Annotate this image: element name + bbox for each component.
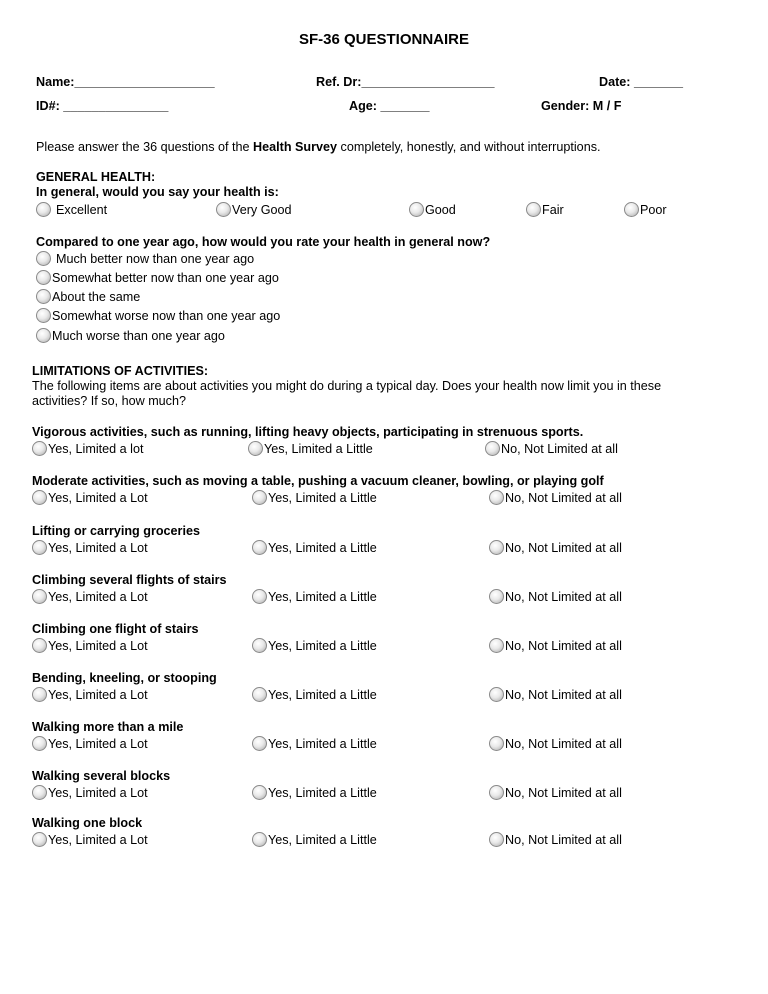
radio-button-icon[interactable]: [32, 638, 47, 653]
radio-option[interactable]: [216, 202, 292, 217]
radio-option[interactable]: [409, 202, 456, 217]
radio-option-label: Somewhat worse now than one year ago: [52, 309, 281, 323]
radio-option[interactable]: [36, 328, 225, 343]
radio-option[interactable]: [252, 638, 377, 653]
radio-button-icon[interactable]: [489, 638, 504, 653]
date-field[interactable]: Date: _______: [599, 75, 684, 89]
radio-option[interactable]: [526, 202, 564, 217]
radio-option-label: Much better now than one year ago: [56, 252, 255, 266]
radio-option-label: No, Not Limited at all: [505, 786, 622, 800]
activity-question: Walking more than a mile: [32, 720, 184, 734]
radio-option[interactable]: [624, 202, 667, 217]
activity-question: Climbing several flights of stairs: [32, 573, 227, 587]
radio-option[interactable]: [489, 785, 622, 800]
radio-button-icon[interactable]: [489, 832, 504, 847]
radio-option-label: Yes, Limited a Lot: [48, 639, 148, 653]
radio-option[interactable]: [32, 490, 148, 505]
radio-option-label: Fair: [542, 203, 564, 217]
radio-button-icon[interactable]: [489, 589, 504, 604]
radio-option[interactable]: [32, 785, 148, 800]
radio-option-label: Yes, Limited a Lot: [48, 491, 148, 505]
radio-button-icon[interactable]: [32, 832, 47, 847]
radio-button-icon[interactable]: [489, 785, 504, 800]
radio-option[interactable]: [252, 832, 377, 847]
radio-option-label: Yes, Limited a Lot: [48, 737, 148, 751]
radio-option-label: Yes, Limited a Little: [268, 688, 377, 702]
radio-option[interactable]: [252, 785, 377, 800]
radio-option[interactable]: [32, 832, 148, 847]
radio-button-icon[interactable]: [36, 251, 51, 266]
activity-question: Moderate activities, such as moving a table, pushing a vacuum cleaner, bowling, or playing golf: [32, 474, 604, 488]
intro-text-part: Please answer the 36 questions of the: [36, 140, 254, 154]
radio-option[interactable]: [36, 270, 279, 285]
radio-option[interactable]: [489, 736, 622, 751]
radio-option-label: No, Not Limited at all: [505, 833, 622, 847]
radio-option[interactable]: [36, 289, 140, 304]
ref-dr-field[interactable]: Ref. Dr:___________________: [316, 75, 495, 89]
radio-option[interactable]: [36, 202, 107, 217]
radio-option[interactable]: [32, 540, 148, 555]
radio-button-icon[interactable]: [32, 687, 47, 702]
radio-option-label: No, Not Limited at all: [505, 491, 622, 505]
radio-option-label: No, Not Limited at all: [505, 541, 622, 555]
radio-option-label: Yes, Limited a Little: [268, 786, 377, 800]
radio-button-icon[interactable]: [36, 202, 51, 217]
radio-option-label: Yes, Limited a Lot: [48, 590, 148, 604]
radio-option[interactable]: [252, 490, 377, 505]
radio-option-label: No, Not Limited at all: [505, 590, 622, 604]
radio-option-label: Yes, Limited a Little: [268, 737, 377, 751]
radio-option-label: Yes, Limited a Little: [268, 491, 377, 505]
radio-option-label: Yes, Limited a Lot: [48, 688, 148, 702]
id-field[interactable]: ID#: _______________: [36, 99, 169, 113]
radio-option[interactable]: [252, 687, 377, 702]
radio-option-label: Yes, Limited a Little: [268, 833, 377, 847]
radio-option[interactable]: [36, 308, 280, 323]
radio-option-label: Somewhat better now than one year ago: [52, 271, 279, 285]
radio-option-label: Yes, Limited a Little: [268, 541, 377, 555]
radio-option-label: Yes, Limited a Little: [268, 639, 377, 653]
radio-option-label: Excellent: [56, 203, 108, 217]
radio-option-label: Yes, Limited a lot: [48, 442, 144, 456]
radio-button-icon[interactable]: [252, 540, 267, 555]
radio-button-icon[interactable]: [252, 589, 267, 604]
general-health-heading: GENERAL HEALTH:: [36, 170, 156, 184]
radio-button-icon[interactable]: [32, 540, 47, 555]
radio-button-icon[interactable]: [216, 202, 231, 217]
gender-field[interactable]: Gender: M / F: [541, 99, 622, 113]
radio-button-icon[interactable]: [252, 832, 267, 847]
radio-button-icon[interactable]: [32, 441, 47, 456]
activity-question: Walking one block: [32, 816, 143, 830]
radio-option-label: Yes, Limited a Lot: [48, 786, 148, 800]
radio-option-label: Yes, Limited a Lot: [48, 833, 148, 847]
radio-option-label: No, Not Limited at all: [505, 737, 622, 751]
radio-option[interactable]: [248, 441, 373, 456]
radio-button-icon[interactable]: [489, 736, 504, 751]
radio-option[interactable]: [252, 736, 377, 751]
name-field[interactable]: Name:____________________: [36, 75, 215, 89]
radio-option[interactable]: [32, 589, 148, 604]
radio-option[interactable]: [489, 687, 622, 702]
radio-button-icon[interactable]: [409, 202, 424, 217]
radio-option-label: About the same: [52, 290, 141, 304]
radio-button-icon[interactable]: [252, 785, 267, 800]
radio-option[interactable]: [32, 736, 148, 751]
radio-option[interactable]: [252, 540, 377, 555]
radio-option-label: No, Not Limited at all: [505, 639, 622, 653]
radio-button-icon[interactable]: [489, 540, 504, 555]
radio-button-icon[interactable]: [32, 589, 47, 604]
intro-text-part: completely, honestly, and without interruptions.: [337, 140, 601, 154]
radio-option[interactable]: [489, 832, 622, 847]
radio-option-label: Yes, Limited a Lot: [48, 541, 148, 555]
radio-option[interactable]: [32, 687, 148, 702]
radio-button-icon[interactable]: [489, 687, 504, 702]
limitations-intro-line2: activities? If so, how much?: [32, 394, 186, 408]
radio-button-icon[interactable]: [526, 202, 541, 217]
general-health-question: In general, would you say your health is:: [36, 185, 279, 199]
intro-text-bold: Health Survey: [253, 140, 338, 154]
limitations-intro-line1: The following items are about activities you might do during a typical day. Does your health now limit you in these: [32, 379, 662, 393]
radio-button-icon[interactable]: [252, 736, 267, 751]
activity-question: Lifting or carrying groceries: [32, 524, 200, 538]
radio-option[interactable]: [32, 638, 148, 653]
intro-text: [36, 140, 601, 154]
radio-button-icon[interactable]: [36, 270, 51, 285]
radio-button-icon[interactable]: [36, 289, 51, 304]
radio-button-icon[interactable]: [32, 785, 47, 800]
radio-button-icon[interactable]: [624, 202, 639, 217]
radio-button-icon[interactable]: [32, 736, 47, 751]
limitations-heading: LIMITATIONS OF ACTIVITIES:: [32, 364, 209, 378]
radio-option-label: Good: [425, 203, 456, 217]
radio-button-icon[interactable]: [252, 490, 267, 505]
radio-button-icon[interactable]: [252, 687, 267, 702]
radio-option[interactable]: [32, 441, 143, 456]
activity-question: Climbing one flight of stairs: [32, 622, 199, 636]
radio-option[interactable]: [489, 490, 622, 505]
activity-question: Bending, kneeling, or stooping: [32, 671, 217, 685]
radio-option-label: Much worse than one year ago: [52, 329, 225, 343]
radio-option-label: No, Not Limited at all: [505, 688, 622, 702]
radio-option[interactable]: [489, 540, 622, 555]
radio-option[interactable]: [252, 589, 377, 604]
radio-button-icon[interactable]: [32, 490, 47, 505]
radio-option[interactable]: [485, 441, 618, 456]
radio-button-icon[interactable]: [485, 441, 500, 456]
radio-option-label: Poor: [640, 203, 667, 217]
radio-button-icon[interactable]: [489, 490, 504, 505]
radio-button-icon[interactable]: [252, 638, 267, 653]
radio-option[interactable]: [36, 251, 254, 266]
radio-option-label: No, Not Limited at all: [501, 442, 618, 456]
radio-option-label: Very Good: [232, 203, 292, 217]
radio-button-icon[interactable]: [248, 441, 263, 456]
activity-question: Walking several blocks: [32, 769, 171, 783]
compared-question: Compared to one year ago, how would you rate your health in general now?: [36, 235, 491, 249]
radio-option[interactable]: [489, 589, 622, 604]
radio-option-label: Yes, Limited a Little: [268, 590, 377, 604]
activity-question: Vigorous activities, such as running, lifting heavy objects, participating in strenuous sports.: [32, 425, 584, 439]
radio-option-label: Yes, Limited a Little: [264, 442, 373, 456]
radio-button-icon[interactable]: [36, 308, 51, 323]
radio-option[interactable]: [489, 638, 622, 653]
page-title: SF-36 QUESTIONNAIRE: [298, 31, 470, 48]
age-field[interactable]: Age: _______: [349, 99, 430, 113]
radio-button-icon[interactable]: [36, 328, 51, 343]
